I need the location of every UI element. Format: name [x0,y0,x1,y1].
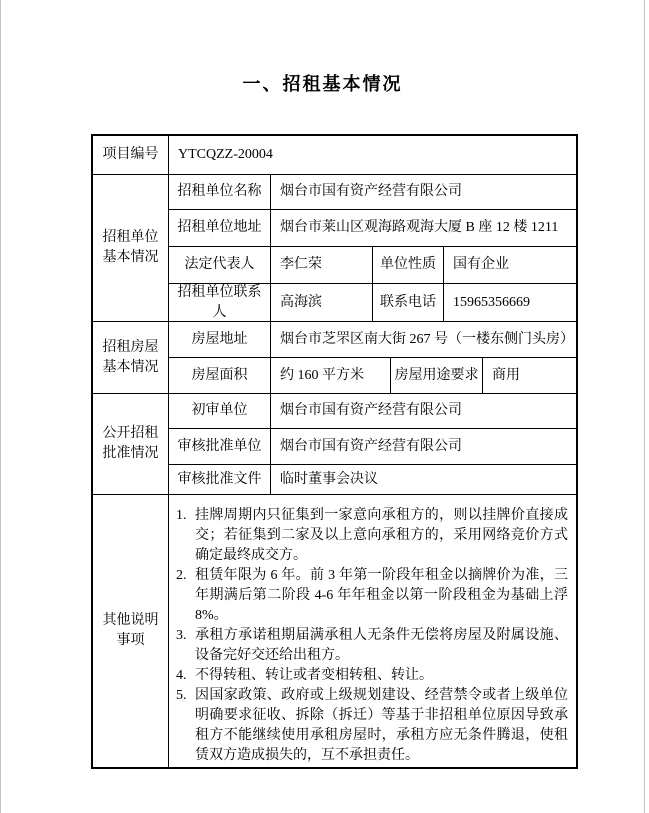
note-5-text: 因国家政策、政府或上级规划建设、经营禁令或者上级单位明确要求征收、拆除（拆迁）等基于非招租单位原因导致承租方不能继续使用承租房屋时，承租方应无条件腾退，使租赁双方造成损失的，互不承担责任。 [195,688,568,763]
house-group-label-line1: 招租房屋 [102,339,159,355]
approval-unit-label: 审核批准单位 [169,429,271,464]
note-3-number: 3. [176,628,187,643]
table-row-house-area [169,358,576,393]
table-row-project-no [93,136,576,175]
landlord-group-label [93,175,169,321]
table-row-landlord-contact [169,284,576,321]
house-address-value: 烟台市芝罘区南大街 267 号（一楼东侧门头房） [280,331,574,347]
house-usage-value: 商用 [492,367,520,383]
approval-doc-value: 临时董事会决议 [280,471,378,487]
initial-review-label: 初审单位 [169,394,271,428]
approval-group-label-line2: 批准情况 [102,446,159,461]
initial-review-value: 烟台市国有资产经营有限公司 [280,403,462,419]
table-row-approval-doc [169,465,576,494]
approval-group-label-line1: 公开招租 [102,426,159,442]
notes-group-label-line1: 其他说明 [102,613,159,629]
table-row-landlord-name [169,175,576,210]
note-item-1 [174,506,568,566]
unit-type-label: 单位性质 [373,247,444,283]
notes-group-label [93,495,169,767]
house-area-label: 房屋面积 [169,358,271,393]
landlord-group-label-line2: 基本情况 [102,250,159,265]
phone-label: 联系电话 [373,284,444,321]
table-row-legal-rep [169,247,576,284]
legal-rep-label: 法定代表人 [169,247,271,283]
landlord-group-label-line1: 招租单位 [102,230,159,246]
table-row-initial-review [169,394,576,429]
notes-group-label-line2: 事项 [116,633,145,648]
section-approval-info [93,394,576,495]
note-2-text: 租赁年限为 6 年。前 3 年第一阶段年租金以摘牌价为准，三年期满后第二阶段 4-6 年年租金以第一阶段租金为基础上浮 8%。 [195,568,568,623]
note-item-2 [174,566,568,626]
notes-list [169,495,576,767]
project-no-label: 项目编号 [93,136,169,174]
house-group-label-line2: 基本情况 [102,359,159,375]
table-row-approval-unit [169,429,576,465]
note-item-3 [174,626,568,666]
landlord-contact-value: 高海滨 [271,284,373,321]
project-no-value: YTCQZZ-20004 [178,147,273,163]
note-2-number: 2. [176,568,187,583]
note-1-number: 1. [176,508,187,523]
page-title: 一、招租基本情况 [242,74,403,94]
unit-type-value: 国有企业 [453,257,509,273]
approval-doc-label: 审核批准文件 [169,465,271,494]
note-1-text: 挂牌周期内只征集到一家意向承租方的，则以挂牌价直接成交；若征集到二家及以上意向承租方的，采用网络竞价方式确定最终成交方。 [195,508,568,563]
section-landlord-info [93,175,576,322]
landlord-address-label: 招租单位地址 [169,210,271,246]
table-row-landlord-address [169,210,576,247]
house-area-value: 约 160 平方米 [271,358,391,393]
house-address-label: 房屋地址 [169,322,271,357]
note-3-text: 承租方承诺租期届满承租人无条件无偿将房屋及附属设施、设备完好交还给出租方。 [195,628,568,663]
rental-info-table [91,134,578,769]
note-4-number: 4. [176,668,187,683]
house-group-label [93,322,169,393]
section-other-notes [93,495,576,767]
note-item-4 [174,666,568,686]
note-5-number: 5. [176,688,187,703]
landlord-name-value: 烟台市国有资产经营有限公司 [280,184,462,200]
section-house-info [93,322,576,394]
note-item-5 [174,686,568,766]
landlord-contact-label: 招租单位联系人 [169,284,271,321]
approval-group-label [93,394,169,494]
note-4-text: 不得转租、转让或者变相转租、转让。 [195,668,433,683]
table-row-house-address [169,322,576,358]
approval-unit-value: 烟台市国有资产经营有限公司 [280,438,462,454]
legal-rep-value: 李仁荣 [271,247,373,283]
landlord-name-label: 招租单位名称 [169,175,271,209]
landlord-address-value: 烟台市莱山区观海路观海大厦 B 座 12 楼 1211 [280,220,559,236]
house-usage-label: 房屋用途要求 [391,358,483,393]
phone-value: 15965356669 [453,294,530,310]
